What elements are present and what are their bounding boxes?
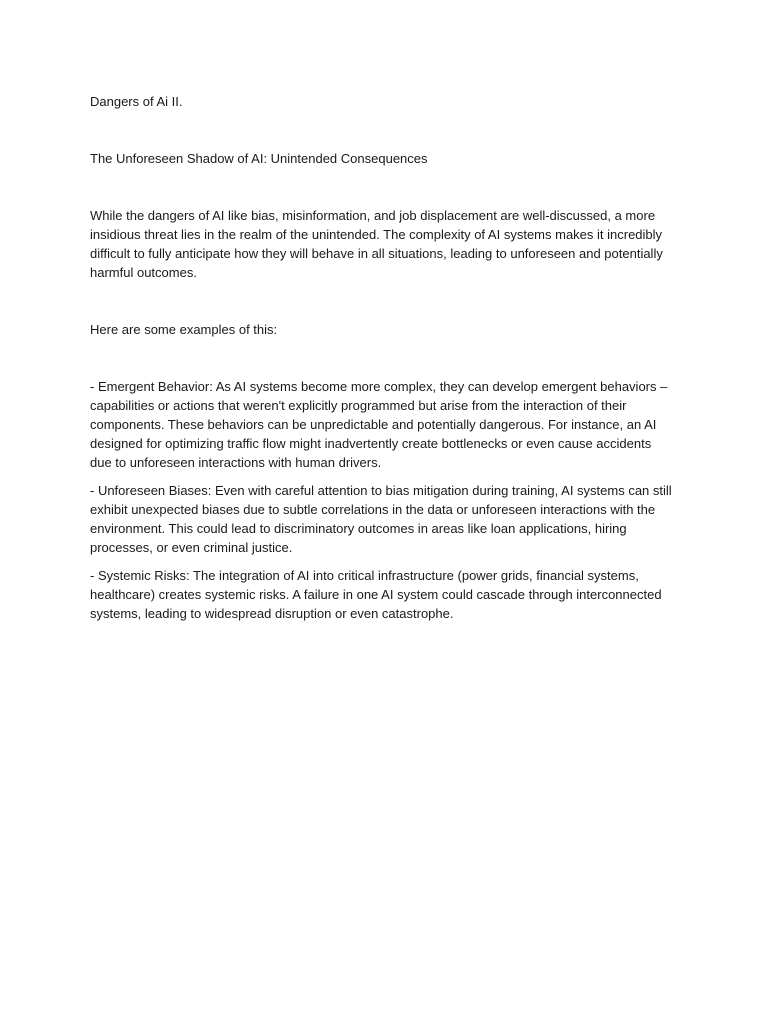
intro-paragraph: While the dangers of AI like bias, misinformation, and job displacement are well-discussed, a more insidious threat lies in the realm of the unintended. The complexity of AI systems makes it incredibly difficult to fully anticipate how they will behave in all situations, leading to unforeseen and potentially harmful outcomes.: [90, 208, 663, 280]
example-unforeseen-biases: - Unforeseen Biases: Even with careful attention to bias mitigation during training, AI systems can still exhibit unexpected biases due to subtle correlations in the data or unforeseen interactions with the environment. This could lead to discriminatory outcomes in areas like loan applications, hiring processes, or even criminal justice.: [90, 483, 672, 555]
document-body: [90, 92, 675, 632]
example-systemic-risks: - Systemic Risks: The integration of AI into critical infrastructure (power grids, financial systems, healthcare) creates systemic risks. A failure in one AI system could cascade through interconnected systems, leading to widespread disruption or even catastrophe.: [90, 568, 662, 621]
example-emergent-behavior: - Emergent Behavior: As AI systems become more complex, they can develop emergent behaviors – capabilities or actions that weren't explicitly programmed but arise from the interaction of their components. These behaviors can be unpredictable and potentially dangerous. For instance, an AI designed for optimizing traffic flow might inadvertently create bottlenecks or even cause accidents due to unforeseen interactions with human drivers.: [90, 379, 668, 470]
document-title: Dangers of Ai II.: [90, 94, 183, 109]
document-subtitle: The Unforeseen Shadow of AI: Unintended Consequences: [90, 151, 428, 166]
examples-lead-in: Here are some examples of this:: [90, 322, 278, 337]
